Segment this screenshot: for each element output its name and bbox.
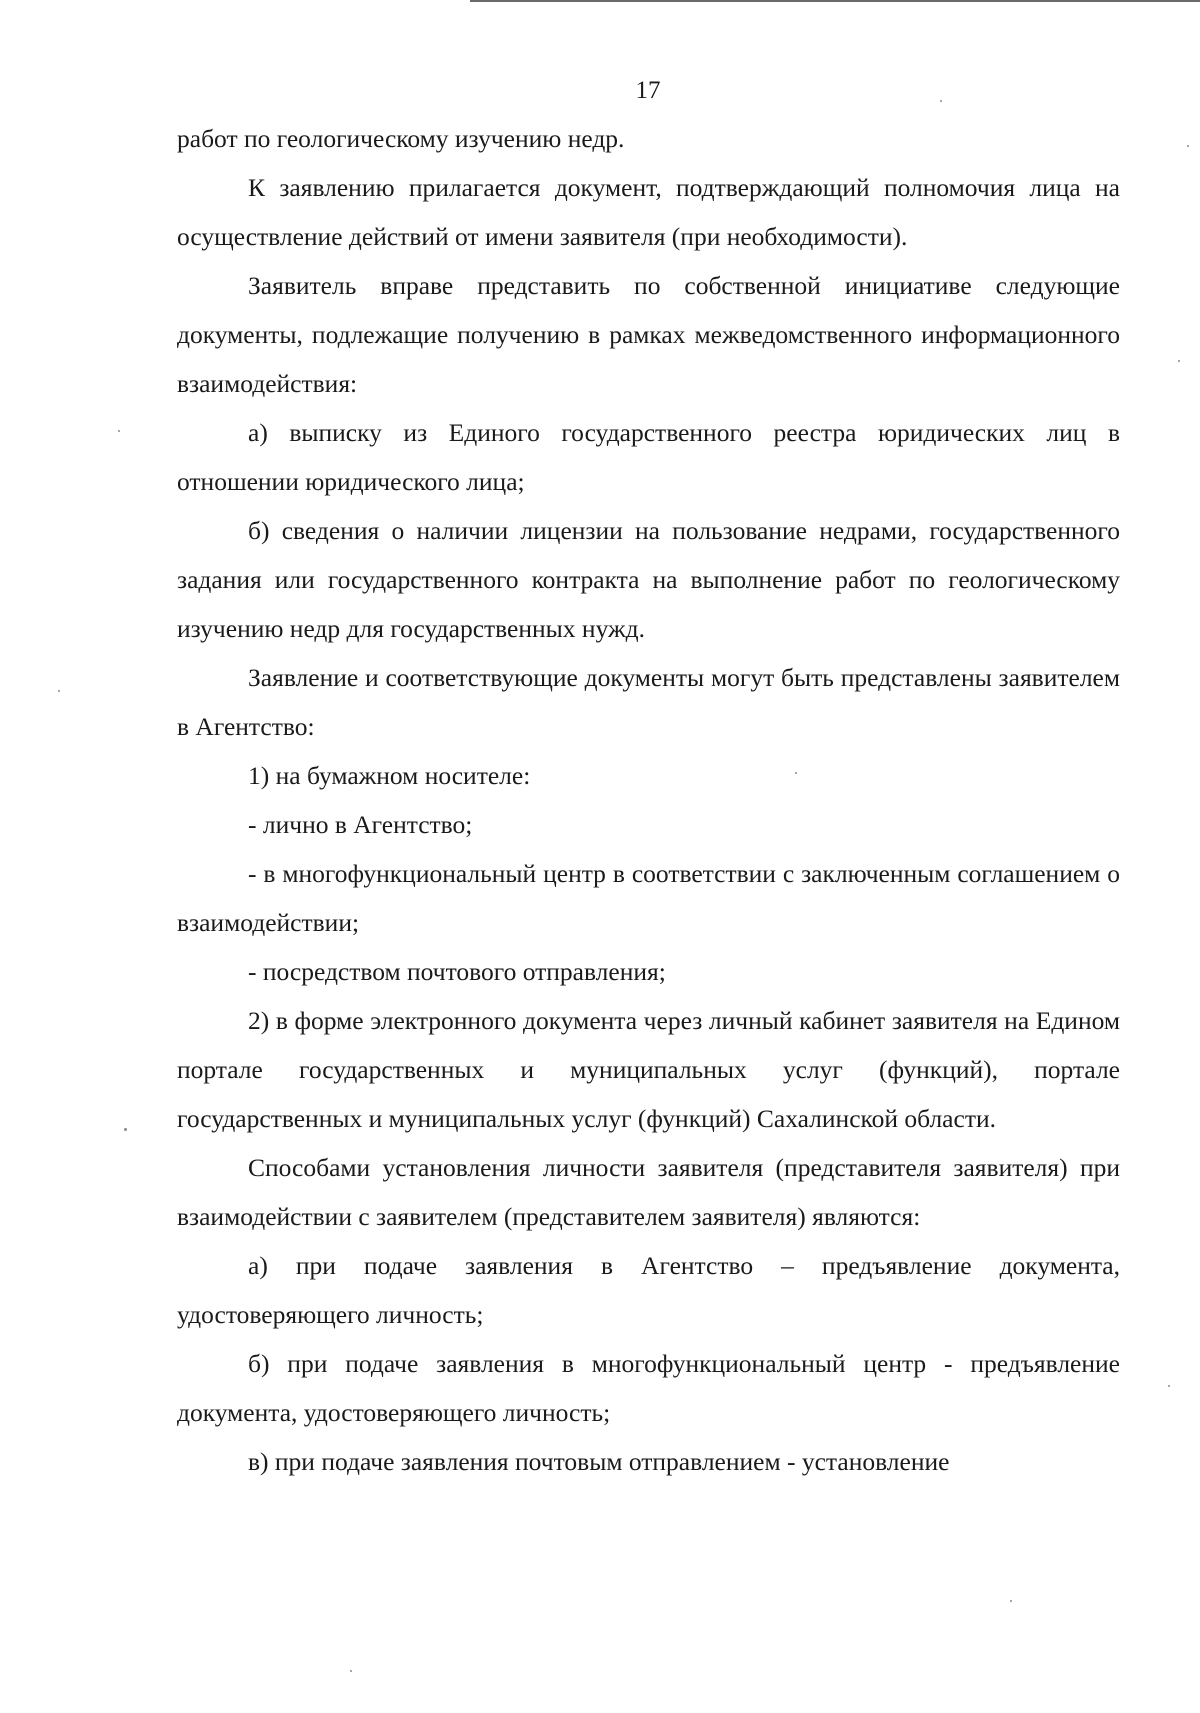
list-item-a-egrul-extract: а) выписку из Единого государственного реестра юридических лиц в отношении юридического лица;: [177, 418, 1120, 496]
list-item-b-license-info: б) сведения о наличии лицензии на пользование недрами, государственного задания или государственного контракта на выполнение работ по геологическому изучению недр для государственных нужд.: [177, 516, 1120, 643]
list-item-in-person: - лично в Агентство;: [248, 810, 473, 839]
paragraph-continuation: работ по геологическому изучению недр.: [177, 124, 625, 153]
top-scan-edge-line: [470, 0, 1200, 2]
scan-speck: [1168, 1385, 1170, 1387]
list-item-a-agency: а) при подаче заявления в Агентство – предъявление документа, удостоверяющего личность;: [177, 1251, 1120, 1329]
scan-speck: [58, 690, 60, 692]
list-item-c-postal: в) при подаче заявления почтовым отправлением - установление: [248, 1447, 950, 1476]
paragraph-submission-methods: Заявление и соответствующие документы могут быть представлены заявителем в Агентство:: [177, 663, 1120, 741]
page-number: 17: [635, 77, 661, 104]
paragraph-optional-documents: Заявитель вправе представить по собственной инициативе следующие документы, подлежащие получению в рамках межведомственного информационного взаимодействия:: [177, 271, 1120, 398]
scan-speck: [1187, 145, 1189, 147]
list-item-postal: - посредством почтового отправления;: [248, 957, 666, 986]
paragraph-identity-methods: Способами установления личности заявителя (представителя заявителя) при взаимодействии с заявителем (представителем заявителя) являются:: [177, 1153, 1120, 1231]
paragraph-authority-document: К заявлению прилагается документ, подтверждающий полномочия лица на осуществление действий от имени заявителя (при необходимости).: [177, 173, 1120, 251]
scan-speck: [118, 430, 120, 432]
scan-speck: [350, 1670, 352, 1672]
scan-speck: [124, 1128, 127, 1131]
document-body: [177, 114, 1120, 1486]
scan-speck: [1010, 1600, 1012, 1602]
scan-speck: [940, 100, 942, 102]
scan-speck: [795, 772, 797, 774]
list-item-b-mfc: б) при подаче заявления в многофункциональный центр - предъявление документа, удостоверяющего личность;: [177, 1349, 1120, 1427]
list-item-1-paper: 1) на бумажном носителе:: [248, 761, 531, 790]
list-item-2-electronic: 2) в форме электронного документа через личный кабинет заявителя на Едином портале государственных и муниципальных услуг (функций), портале государственных и муниципальных услуг (функций) Сахалинской области.: [177, 1006, 1120, 1133]
scan-speck: [1178, 360, 1180, 362]
list-item-mfc: - в многофункциональный центр в соответствии с заключенным соглашением о взаимодействии;: [177, 859, 1120, 937]
